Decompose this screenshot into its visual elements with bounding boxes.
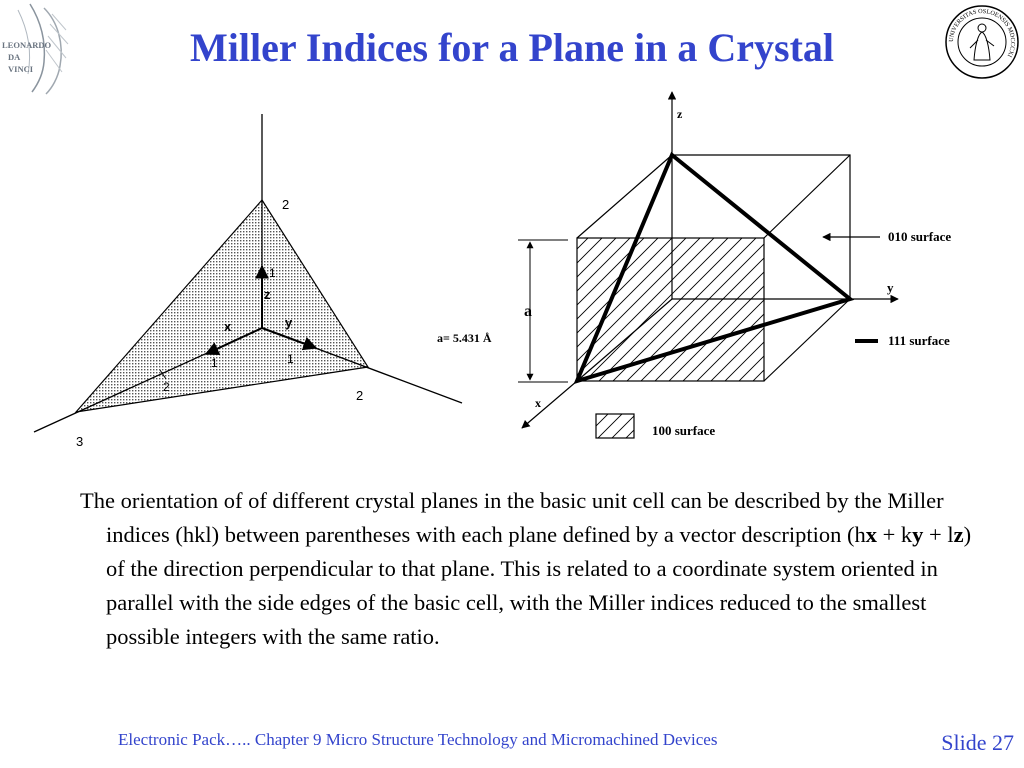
x-axis-line	[522, 381, 577, 428]
surface-100-label: 100 surface	[652, 423, 716, 438]
z-axis-label: z	[264, 287, 271, 302]
x-axis-label: x	[535, 396, 541, 410]
body-text-part-4: ) of the direction perpendicular to that plane. This is related to a coordinate system oriented in parallel with the side edges of the basic cell, with the Miller indices reduced to the smallest possible integers with the same ratio.	[106, 522, 972, 649]
body-text-part-3: + l	[923, 522, 954, 547]
edge-top-left	[577, 155, 672, 238]
university-oslo-seal-logo	[944, 4, 1020, 80]
z-axis-label: z	[677, 107, 683, 121]
right-unit-cell-diagram	[437, 92, 951, 438]
vector-x: x	[865, 522, 877, 547]
vector-y: y	[912, 522, 924, 547]
body-text-part-1: The orientation of of different crystal planes in the basic unit cell can be described by the Miller indices (hkl) between parentheses with each plane defined by a vector description (h	[80, 488, 944, 547]
slide-number: Slide 27	[941, 730, 1014, 755]
y-axis-label: y	[887, 280, 894, 295]
y-axis-label: y	[285, 315, 293, 330]
body-paragraph	[80, 484, 986, 654]
vector-z: z	[953, 522, 964, 547]
surface-010-label: 010 surface	[888, 229, 952, 244]
edge-top-right	[764, 155, 850, 238]
z-unit-label: 1	[269, 266, 276, 280]
y-unit-label: 1	[287, 352, 294, 366]
shaded-plane	[76, 200, 368, 412]
body-text-part-2: + k	[876, 522, 913, 547]
left-miller-plane-diagram	[34, 114, 462, 449]
logo-text-line-2: DA	[8, 52, 21, 62]
footer-text: Electronic Pack….. Chapter 9 Micro Structure Technology and Micromachined Devices	[118, 730, 718, 749]
x-intercept-label: 3	[76, 434, 84, 449]
logo-text-line-3: VINCI	[8, 64, 34, 74]
slide-title: Miller Indices for a Plane in a Crystal	[189, 25, 835, 70]
seal-text: UNIVERSITAS OSLOENSIS MDCCCXI	[947, 7, 1017, 59]
y-intercept-label: 2	[356, 388, 364, 403]
z-intercept-label: 2	[282, 197, 290, 212]
logo-text-line-1: LEONARDO	[2, 40, 52, 50]
x-unit-label: 1	[211, 356, 218, 370]
lattice-constant-label: a= 5.431 Å	[437, 331, 492, 345]
x-tick-label: 2	[163, 380, 170, 394]
lattice-symbol-label: a	[524, 303, 532, 320]
surface-111-label: 111 surface	[888, 333, 950, 348]
surface-100-legend-box	[596, 414, 634, 438]
crystal-planes-diagram	[0, 80, 1024, 460]
x-axis-label: x	[224, 319, 232, 334]
